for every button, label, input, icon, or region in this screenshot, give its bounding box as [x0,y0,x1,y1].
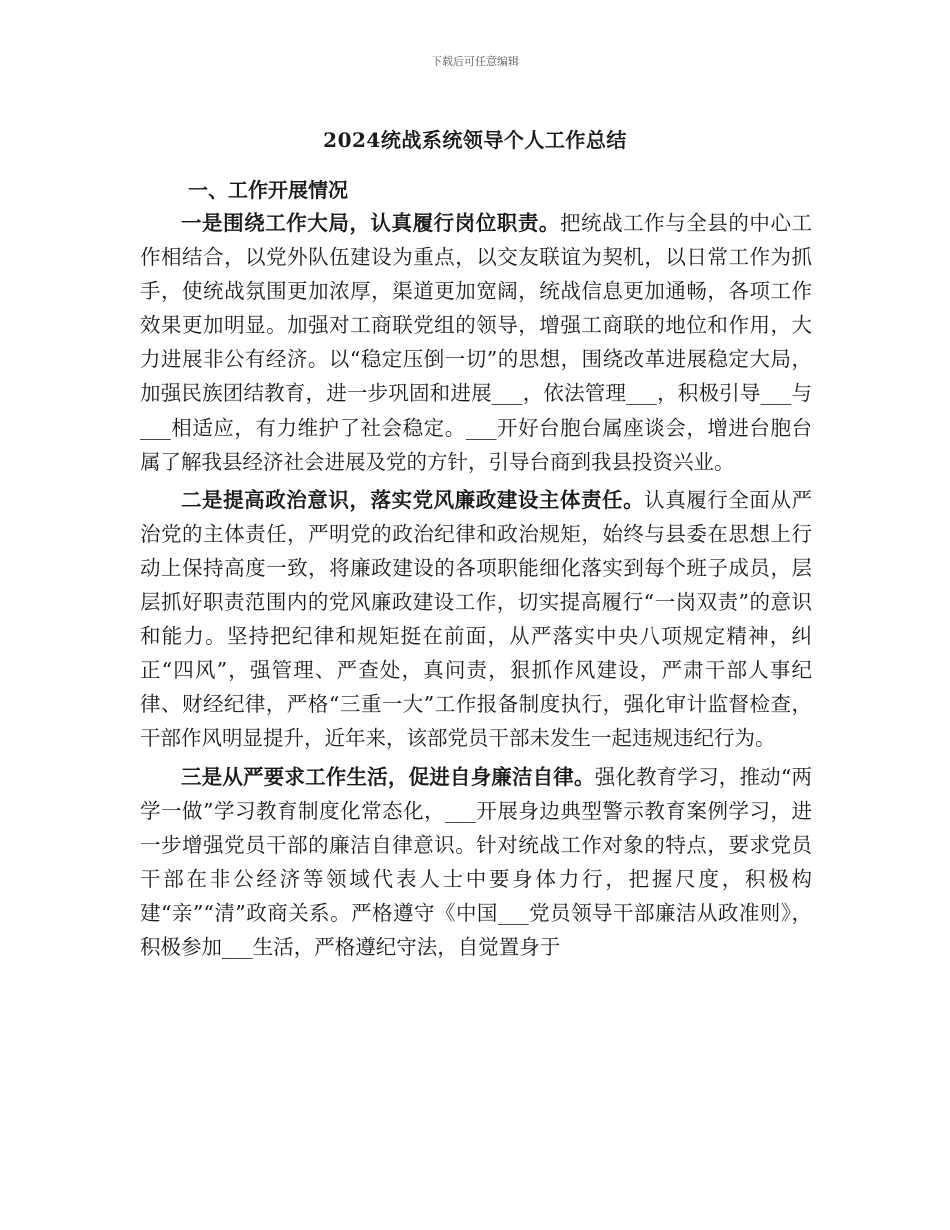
paragraph-text: 认真履行全面从严治党的主体责任，严明党的政治纪律和政治规矩，始终与县委在思想上行动上保持高度一致，将廉政建设的各项职能细化落实到每个班子成员，层层抓好职责范围内的党风廉政建设工作，切实提高履行“一岗双责”的意识和能力。坚持把纪律和规矩挺在前面，从严落实中央八项规定精神，纠正“四风”，强管理、严查处，真问责，狠抓作风建设，严肃干部人事纪律、财经纪律，严格“三重一大”工作报备制度执行，强化审计监督检查，干部作风明显提升，近年来，该部党员干部未发生一起违规违纪行为。 [140,487,813,751]
paragraph-text: 把统战工作与全县的中心工作相结合，以党外队伍建设为重点，以交友联谊为契机，以日常工作为抓手，使统战氛围更加浓厚，渠道更加宽阔，统战信息更加通畅，各项工作效果更加明显。加强对工商联党组的领导，增强工商联的地位和作用，大力进展非公有经济。以“稳定压倒一切”的思想，围绕改革进展稳定大局，加强民族团结教育，进一步巩固和进展___，依法管理___，积极引导___与___相适应，有力维护了社会稳定。___开好台胞台属座谈会，增进台胞台属了解我县经济社会进展及党的方针，引导台商到我县投资兴业。 [140,211,813,474]
paragraph-lead: 一是围绕工作大局，认真履行岗位职责。 [181,211,560,235]
paragraph-1 [140,206,812,479]
header-note: 下载后可任意编辑 [431,55,519,68]
body-text [140,206,812,968]
paragraph-3 [140,760,812,965]
paragraph-lead: 三是从严要求工作生活，促进自身廉洁自律。 [181,764,595,789]
section-heading: 一、工作开展情况 [188,178,348,202]
paragraph-text: 强化教育学习，推动“两学一做”学习教育制度化常态化，___开展身边典型警示教育案例学习，进一步增强党员干部的廉洁自律意识。针对统战工作对象的特点，要求党员干部在非公经济等领域代表人士中要身体力行，把握尺度，积极构建“亲”“清”政商关系。严格遵守《中国___党员领导干部廉洁从政准则》，积极参加___生活，严格遵纪守法，自觉置身于 [140,764,813,959]
document-title: 2024统战系统领导个人工作总结 [323,128,627,152]
paragraph-2 [140,483,812,756]
paragraph-lead: 二是提高政治意识，落实党风廉政建设主体责任。 [181,487,645,512]
